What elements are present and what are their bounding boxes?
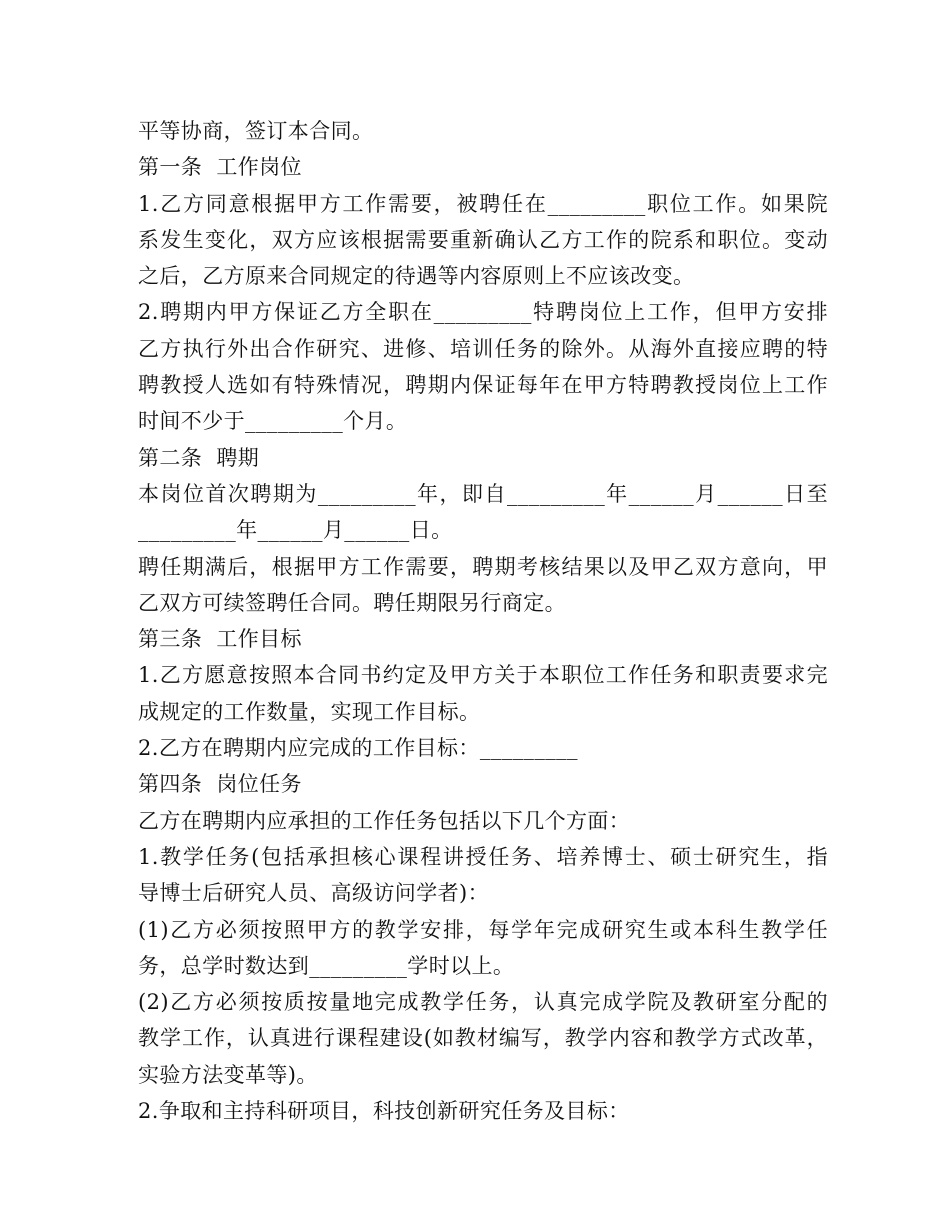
text-line: 1.乙方同意根据甲方工作需要，被聘任在_________职位工作。如果院 [138, 191, 828, 216]
text-line: 乙方在聘期内应承担的工作任务包括以下几个方面： [138, 808, 631, 833]
text-line: 1.乙方愿意按照本合同书约定及甲方关于本职位工作任务和职责要求完 [138, 663, 828, 688]
text-line: 第三条 工作目标 [138, 627, 302, 652]
text-line: 导博士后研究人员、高级访问学者)： [138, 881, 489, 906]
document-body [138, 113, 828, 1129]
text-line: 2.乙方在聘期内应完成的工作目标：_________ [138, 736, 578, 761]
text-line: 系发生变化，双方应该根据需要重新确认乙方工作的院系和职位。变动 [138, 227, 828, 252]
text-line: 聘教授人选如有特殊情况，聘期内保证每年在甲方特聘教授岗位上工作 [138, 373, 828, 398]
text-line: 乙方执行外出合作研究、进修、培训任务的除外。从海外直接应聘的特 [138, 336, 828, 361]
text-line: 第四条 岗位任务 [138, 772, 302, 797]
text-line: 第二条 聘期 [138, 445, 260, 470]
text-line: 教学工作，认真进行课程建设(如教材编写，教学内容和教学方式改革， [138, 1026, 828, 1051]
text-line: (2)乙方必须按质按量地完成教学任务，认真完成学院及教研室分配的 [138, 990, 828, 1015]
text-line: 务，总学时数达到_________学时以上。 [138, 953, 515, 978]
text-line: 聘任期满后，根据甲方工作需要，聘期考核结果以及甲乙双方意向，甲 [138, 554, 828, 579]
text-line: (1)乙方必须按照甲方的教学安排，每学年完成研究生或本科生教学任 [138, 917, 828, 942]
text-line: 1.教学任务(包括承担核心课程讲授任务、培养博士、硕士研究生，指 [138, 844, 828, 869]
text-line: 第一条 工作岗位 [138, 155, 302, 180]
text-line: 平等协商，签订本合同。 [138, 119, 374, 143]
text-line: 时间不少于_________个月。 [138, 409, 408, 434]
text-line: 2.聘期内甲方保证乙方全职在_________特聘岗位上工作，但甲方安排 [138, 300, 828, 325]
text-line: 乙双方可续签聘任合同。聘任期限另行商定。 [138, 590, 566, 615]
text-line: 成规定的工作数量，实现工作目标。 [138, 699, 481, 724]
text-line: 之后，乙方原来合同规定的待遇等内容原则上不应该改变。 [138, 264, 695, 289]
text-line: 实验方法变革等)。 [138, 1062, 318, 1087]
text-line: 2.争取和主持科研项目，科技创新研究任务及目标： [138, 1099, 630, 1124]
text-line: _________年______月______日。 [138, 518, 453, 543]
text-line: 本岗位首次聘期为_________年，即自_________年______月______日至 [138, 481, 828, 506]
